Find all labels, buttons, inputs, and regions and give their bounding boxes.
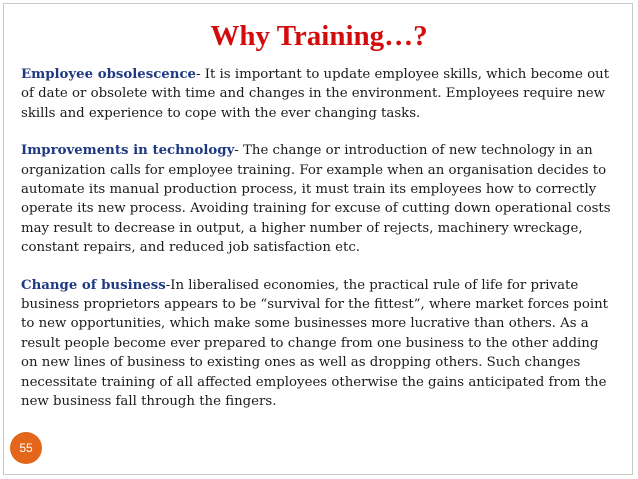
paragraph-heading: Improvements in technology — [21, 143, 235, 159]
slide-title: Why Training…? — [210, 20, 428, 52]
paragraph-heading: Change of business — [21, 277, 166, 293]
paragraph-heading: Employee obsolescence — [21, 67, 196, 82]
page-number-badge — [10, 432, 42, 464]
paragraph-improvements-in-technology — [21, 141, 617, 257]
paragraph-text: - The change or introduction of new technology in an organization calls for employee training. For example when an organisation decides to automate its manual production process, it must train its employees how to correctly operate its new process. Avoiding training for excuse of cutting down operational costs may result to decrease in output, a higher number of rejects, machinery wreckage, constant repairs, and reduced job satisfaction etc. — [21, 143, 611, 256]
paragraph-change-of-business — [21, 276, 617, 412]
slide-body — [21, 65, 617, 430]
paragraph-text: - It is important to update employee skills, which become out of date or obsolete with time and changes in the environment. Employees require new skills and experience to cope with the ever changing tasks. — [21, 67, 610, 121]
page-number: 55 — [19, 441, 33, 455]
paragraph-text: -In liberalised economies, the practical rule of life for private business proprietors appears to be “survival for the fittest”, where market forces point to new opportunities, which make some businesses more lucrative than others. As a result people become ever prepared to change from one business to the other adding on new lines of business to existing ones as well as dropping others. Such changes necessitate training of all affected employees otherwise the gains anticipated from the new business fall through the fingers. — [21, 277, 608, 410]
paragraph-employee-obsolescence — [21, 65, 617, 123]
